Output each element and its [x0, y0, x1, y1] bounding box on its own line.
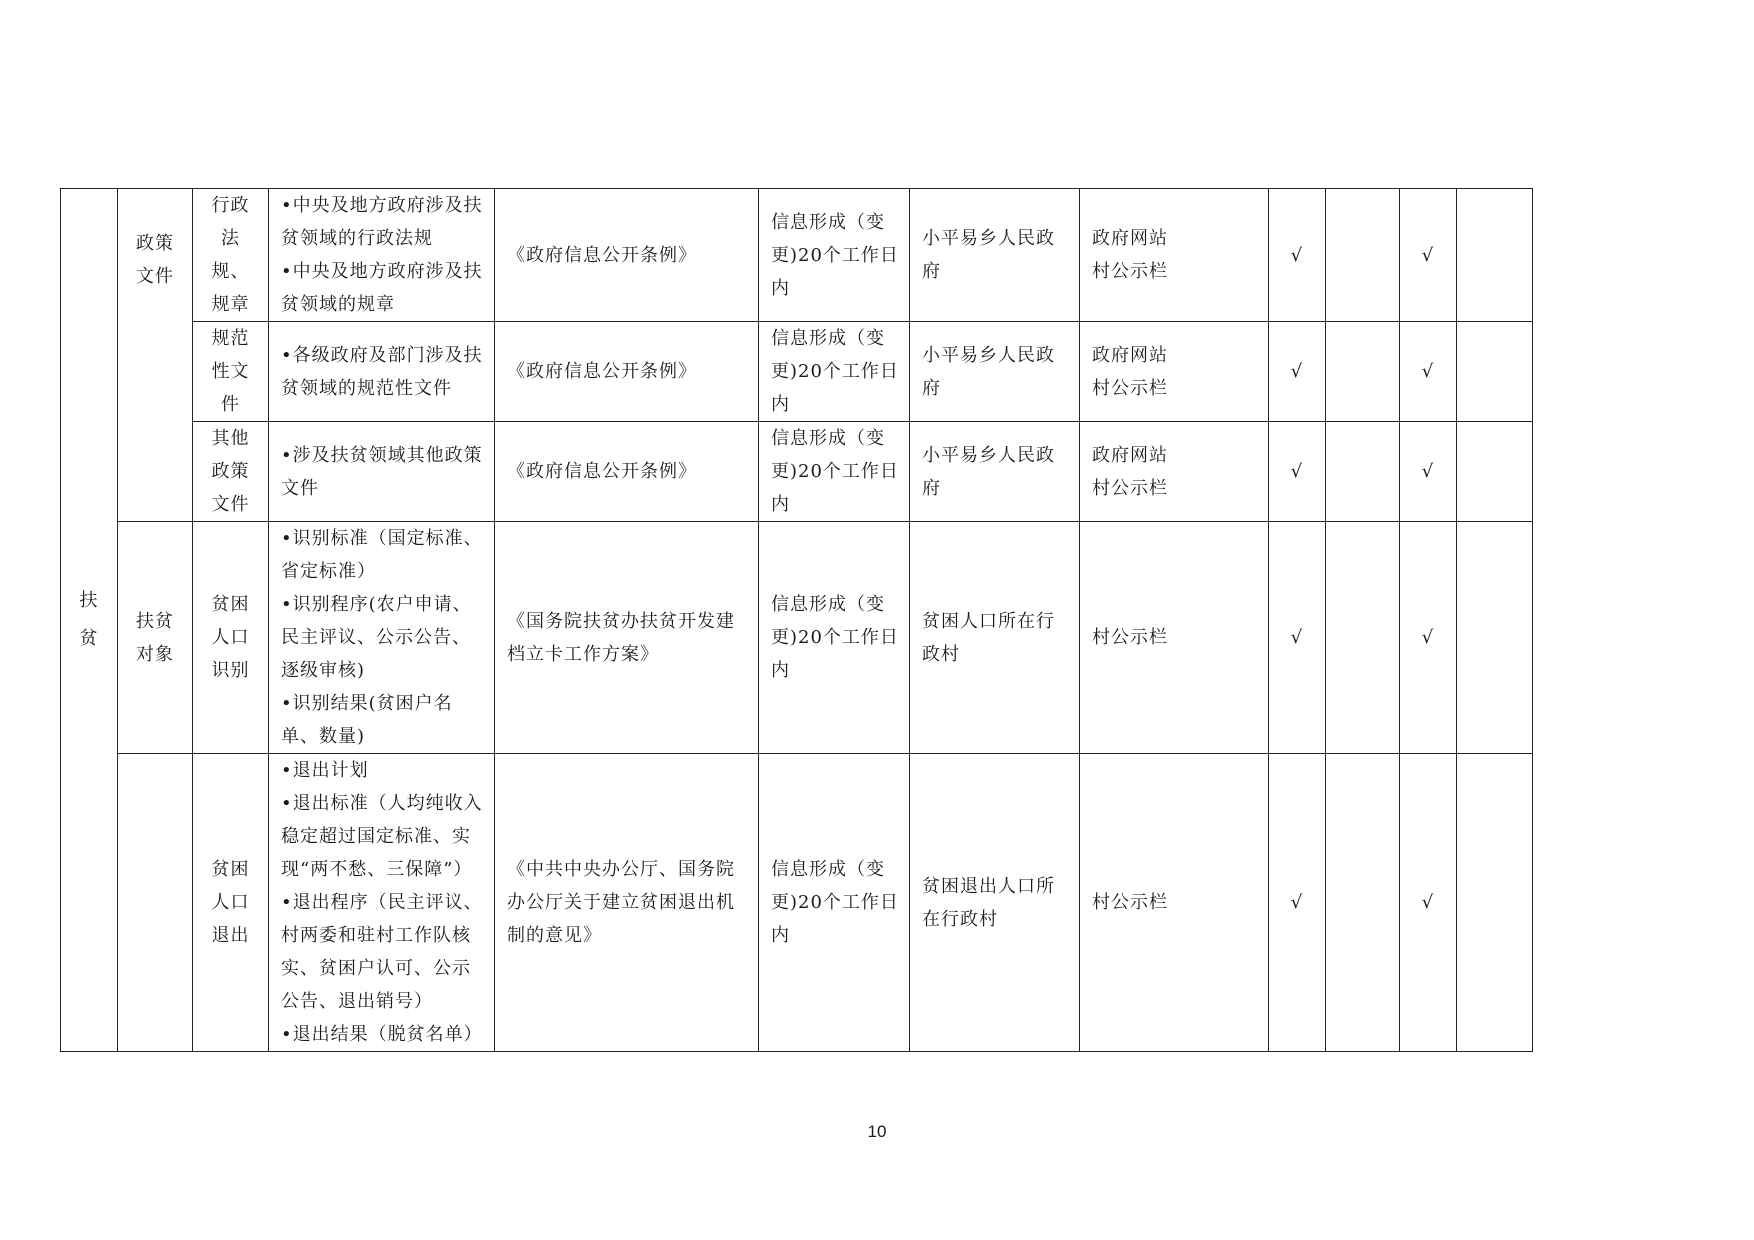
basis-cell: 《政府信息公开条例》: [495, 322, 759, 422]
basis-cell: 《政府信息公开条例》: [495, 422, 759, 522]
disclosure-table: [60, 188, 1533, 1052]
item-cell: [193, 754, 269, 1052]
channel-line: 村公示栏: [1092, 261, 1168, 282]
subject-cell: 贫困退出人口所在行政村: [910, 754, 1080, 1052]
empty-cell: [1326, 189, 1400, 322]
content-line: •识别结果(贫困户名单、数量): [281, 693, 453, 747]
table-row: [61, 522, 1533, 754]
empty-cell: [1326, 522, 1400, 754]
content-line: •中央及地方政府涉及扶贫领域的规章: [281, 261, 483, 315]
content-cell: [269, 754, 495, 1052]
item-cell: [193, 189, 269, 322]
item-cell: [193, 522, 269, 754]
content-cell: [269, 522, 495, 754]
time-cell: 信息形成（变更)20个工作日内: [759, 422, 910, 522]
subject-cell: 小平易乡人民政府: [910, 322, 1080, 422]
empty-cell: [1457, 754, 1533, 1052]
subject-cell: 小平易乡人民政府: [910, 422, 1080, 522]
channel-line: 村公示栏: [1092, 627, 1168, 648]
table-row: [61, 422, 1533, 522]
check-mark: √: [1269, 322, 1326, 422]
channel-cell: [1080, 189, 1269, 322]
channel-line: 政府网站: [1092, 444, 1168, 466]
basis-cell: 《中共中央办公厅、国务院办公厅关于建立贫困退出机制的意见》: [495, 754, 759, 1052]
check-mark: √: [1400, 754, 1457, 1052]
basis-cell: 《国务院扶贫办扶贫开发建档立卡工作方案》: [495, 522, 759, 754]
check-mark: √: [1400, 189, 1457, 322]
category-label: 扶贫: [79, 590, 99, 649]
group-cell: [118, 522, 193, 754]
check-mark: √: [1400, 422, 1457, 522]
channel-line: 村公示栏: [1092, 892, 1168, 913]
item-label: 贫困人口退出: [211, 859, 250, 946]
empty-cell: [1326, 754, 1400, 1052]
subject-cell: 贫困人口所在行政村: [910, 522, 1080, 754]
table-row: [61, 189, 1533, 322]
channel-line: 政府网站: [1092, 228, 1168, 249]
content-cell: [269, 422, 495, 522]
content-cell: [269, 322, 495, 422]
time-cell: 信息形成（变更)20个工作日内: [759, 189, 910, 322]
content-line: •退出标准（人均纯收入稳定超过国定标准、实现“两不愁、三保障”）: [281, 793, 483, 880]
channel-line: 政府网站: [1092, 344, 1168, 366]
group-cell: [118, 189, 193, 522]
item-label: 规范性文件: [211, 328, 250, 415]
content-cell: [269, 189, 495, 322]
time-cell: 信息形成（变更)20个工作日内: [759, 754, 910, 1052]
time-cell: 信息形成（变更)20个工作日内: [759, 522, 910, 754]
empty-cell: [1457, 422, 1533, 522]
empty-cell: [1457, 522, 1533, 754]
empty-cell: [1326, 422, 1400, 522]
check-mark: √: [1269, 189, 1326, 322]
item-cell: [193, 422, 269, 522]
group-label: 政策文件: [136, 233, 174, 287]
empty-cell: [1457, 189, 1533, 322]
item-label: 贫困人口识别: [211, 594, 250, 681]
content-line: •识别程序(农户申请、民主评议、公示公告、逐级审核): [281, 594, 472, 681]
basis-cell: 《政府信息公开条例》: [495, 189, 759, 322]
channel-line: 村公示栏: [1092, 477, 1168, 499]
group-cell: [118, 754, 193, 1052]
channel-cell: [1080, 522, 1269, 754]
check-mark: √: [1400, 322, 1457, 422]
channel-cell: [1080, 754, 1269, 1052]
time-cell: 信息形成（变更)20个工作日内: [759, 322, 910, 422]
channel-cell: [1080, 322, 1269, 422]
content-line: •各级政府及部门涉及扶贫领域的规范性文件: [281, 344, 483, 399]
table-row: [61, 754, 1533, 1052]
empty-cell: [1326, 322, 1400, 422]
item-label: 行政法规、规章: [211, 195, 250, 315]
content-line: •退出结果（脱贫名单）: [281, 1024, 483, 1045]
channel-cell: [1080, 422, 1269, 522]
content-line: •识别标准（国定标准、省定标准）: [281, 528, 483, 582]
check-mark: √: [1269, 422, 1326, 522]
group-label: 扶贫对象: [136, 610, 174, 665]
subject-cell: 小平易乡人民政府: [910, 189, 1080, 322]
item-label: 其他政策文件: [211, 428, 250, 515]
check-mark: √: [1400, 522, 1457, 754]
check-mark: √: [1269, 754, 1326, 1052]
content-line: •涉及扶贫领域其他政策文件: [281, 444, 483, 499]
content-line: •退出计划: [281, 760, 369, 781]
category-cell: [61, 189, 118, 1052]
table-row: [61, 322, 1533, 422]
item-cell: [193, 322, 269, 422]
channel-line: 村公示栏: [1092, 377, 1168, 399]
page-number: 10: [867, 1122, 887, 1141]
empty-cell: [1457, 322, 1533, 422]
check-mark: √: [1269, 522, 1326, 754]
content-line: •中央及地方政府涉及扶贫领域的行政法规: [281, 195, 483, 249]
content-line: •退出程序（民主评议、村两委和驻村工作队核实、贫困户认可、公示公告、退出销号）: [281, 892, 483, 1012]
